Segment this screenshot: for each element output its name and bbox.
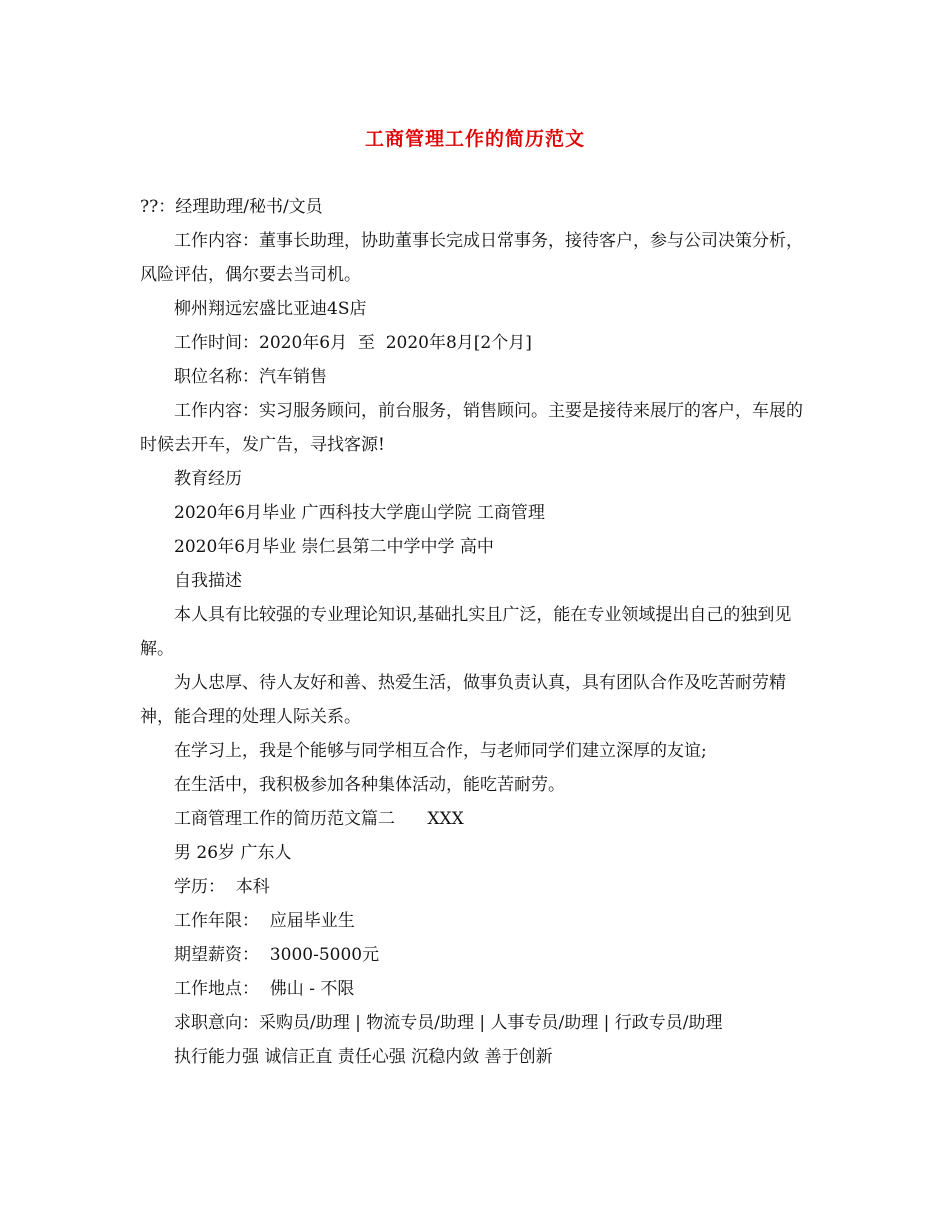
paragraph-19: 期望薪资： 3000-5000元 [174,945,380,965]
paragraph-9: 2020年6月毕业 崇仁县第二中学中学 高中 [174,537,494,557]
paragraph-3: 柳州翔远宏盛比亚迪4S店 [174,299,367,319]
paragraph-16: 男 26岁 广东人 [174,843,292,863]
paragraph-4: 工作时间：2020年6月 至 2020年8月[2个月] [174,333,532,353]
paragraph-17: 学历： 本科 [174,877,270,897]
document-title: 工商管理工作的简历范文 [364,128,585,150]
paragraph-22: 执行能力强 诚信正直 责任心强 沉稳内敛 善于创新 [174,1047,553,1067]
document-body [140,190,812,1074]
paragraph-15: 工商管理工作的简历范文篇二 XXX [174,809,464,829]
paragraph-13: 在学习上，我是个能够与同学相互合作，与老师同学们建立深厚的友谊; [174,741,707,761]
paragraph-8: 2020年6月毕业 广西科技大学鹿山学院 工商管理 [174,503,545,523]
paragraph-5: 职位名称：汽车销售 [174,367,327,387]
paragraph-2: 工作内容：董事长助理，协助董事长完成日常事务，接待客户，参与公司决策分析，风险评估，偶尔要去当司机。 [140,231,803,285]
paragraph-10: 自我描述 [174,571,242,591]
paragraph-14: 在生活中，我积极参加各种集体活动，能吃苦耐劳。 [174,775,565,795]
paragraph-1: ??：经理助理/秘书/文员 [140,197,323,217]
paragraph-6: 工作内容：实习服务顾问，前台服务，销售顾问。主要是接待来展厅的客户，车展的时候去开车，发广告，寻找客源! [140,401,803,455]
paragraph-12: 为人忠厚、待人友好和善、热爱生活，做事负责认真，具有团队合作及吃苦耐劳精神，能合理的处理人际关系。 [140,673,786,727]
paragraph-20: 工作地点： 佛山 - 不限 [174,979,355,999]
paragraph-7: 教育经历 [174,469,242,489]
paragraph-18: 工作年限： 应届毕业生 [174,911,355,931]
paragraph-21: 求职意向：采购员/助理 | 物流专员/助理 | 人事专员/助理 | 行政专员/助理 [174,1013,723,1033]
paragraph-11: 本人具有比较强的专业理论知识,基础扎实且广泛，能在专业领域提出自己的独到见解。 [140,605,792,659]
